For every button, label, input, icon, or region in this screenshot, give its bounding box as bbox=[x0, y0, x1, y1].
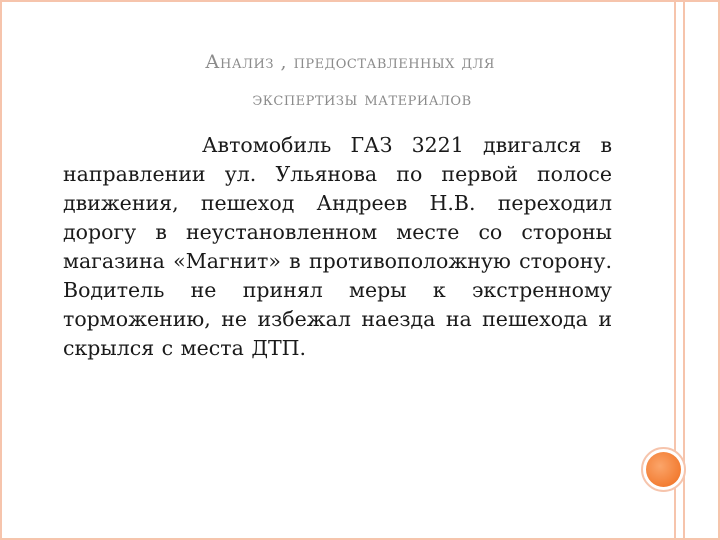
slide-border-top bbox=[0, 0, 720, 2]
decorative-circle-fill bbox=[646, 452, 681, 487]
decorative-circle bbox=[641, 447, 686, 492]
slide-title bbox=[90, 44, 610, 118]
slide-border-left bbox=[0, 0, 2, 540]
slide-title-line-2: экспертизы материалов bbox=[252, 88, 472, 110]
slide-title-line-1: Анализ , предоставленных для bbox=[205, 51, 495, 73]
slide-body-text: Автомобиль ГАЗ 3221 двигался в направлении ул. Ульянова по первой полосе движения, пешеход Андреев Н.В. переходил дорогу в неустановленном месте со стороны магазина «Магнит» в противоположную сторону. Водитель не принял меры к экстренному торможению, не избежал наезда на пешехода и скрылся с места ДТП. bbox=[63, 133, 612, 360]
